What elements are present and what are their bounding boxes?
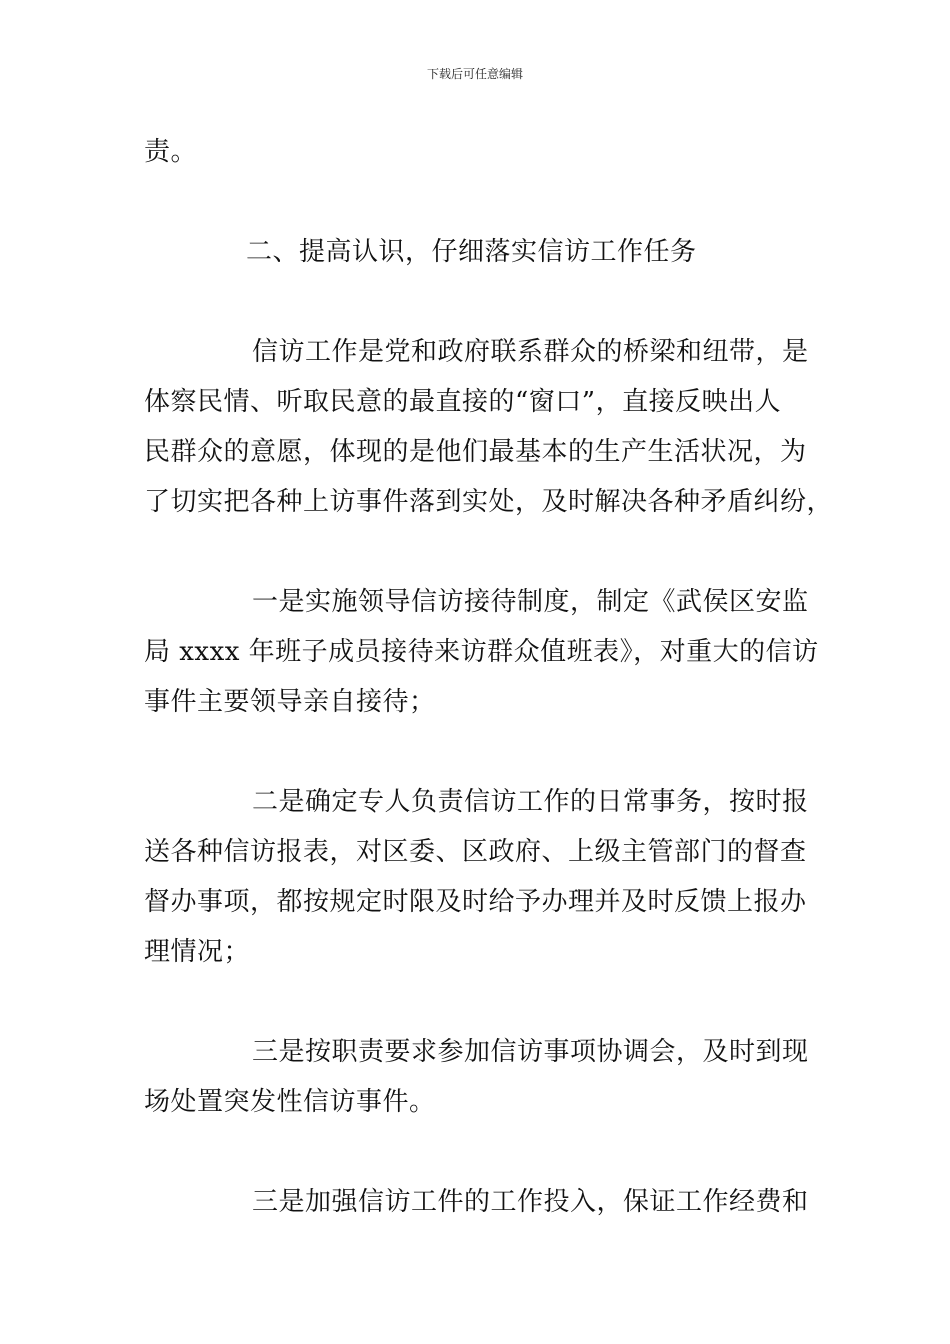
text-line: 三是加强信访工件的工作投入，保证工作经费和 — [252, 1187, 809, 1217]
paragraph-item-2 — [144, 777, 809, 977]
text-line: 二是确定专人负责信访工作的日常事务，按时报 — [252, 787, 809, 817]
text-line: 民群众的意愿，体现的是他们最基本的生产生活状况，为 — [144, 437, 807, 467]
paragraph-item-1 — [144, 577, 819, 727]
heading-text: 二、提高认识，仔细落实信访工作任务 — [246, 237, 697, 267]
page-header: 下载后可任意编辑 — [426, 67, 523, 81]
text-line: 信访工作是党和政府联系群众的桥梁和纽带，是 — [252, 337, 809, 367]
paragraph-item-3 — [144, 1027, 809, 1127]
document-body — [144, 127, 834, 1277]
text-line: 体察民情、听取民意的最直接的“窗口”，直接反映出人 — [144, 387, 782, 417]
text-line: 场处置突发性信访事件。 — [144, 1087, 436, 1117]
text-line: 了切实把各种上访事件落到实处，及时解决各种矛盾纠纷， — [144, 487, 834, 517]
text-line: 理情况； — [144, 937, 251, 967]
text-line: 送各种信访报表，对区委、区政府、上级主管部门的督查 — [144, 837, 807, 867]
paragraph-intro — [144, 327, 834, 527]
text-line: 责。 — [144, 137, 198, 167]
text-line: 局 xxxx 年班子成员接待来访群众值班表》，对重大的信访 — [144, 637, 819, 667]
paragraph-item-4 — [144, 1177, 809, 1227]
section-heading — [144, 227, 806, 277]
paragraph-continuation — [144, 127, 806, 177]
text-line: 事件主要领导亲自接待； — [144, 687, 436, 717]
text-line: 一是实施领导信访接待制度，制定《武侯区安监 — [252, 587, 809, 617]
text-line: 三是按职责要求参加信访事项协调会，及时到现 — [252, 1037, 809, 1067]
text-line: 督办事项，都按规定时限及时给予办理并及时反馈上报办 — [144, 887, 807, 917]
